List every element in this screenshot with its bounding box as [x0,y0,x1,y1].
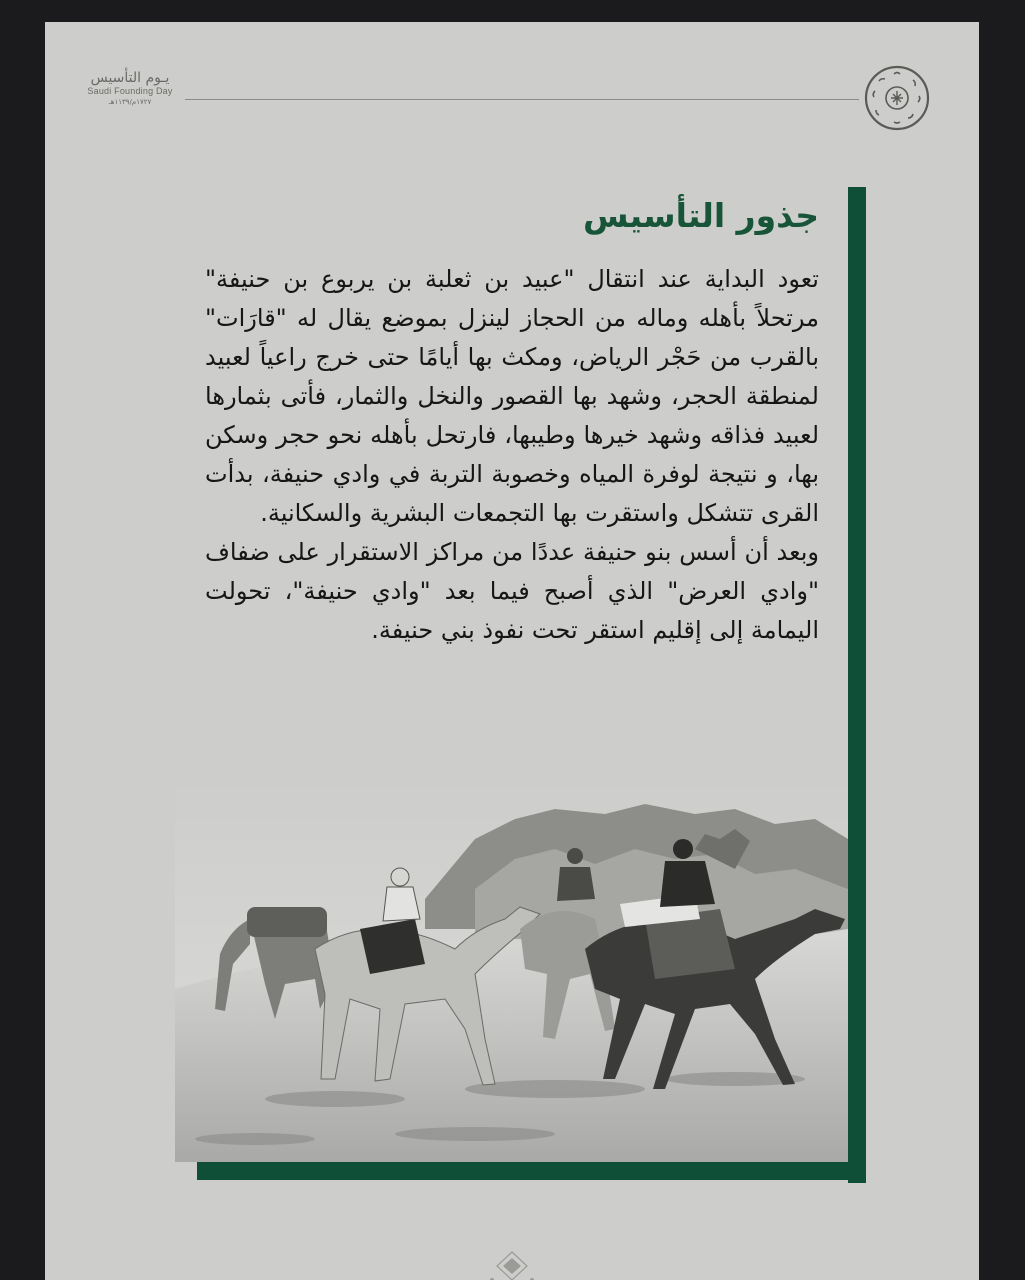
logo-english-text: Saudi Founding Day [87,86,173,96]
logo-years-text: ١٧٢٧م/١١٣٩هـ [108,98,152,106]
article-paragraph-1: تعود البداية عند انتقال "عبيد بن ثعلبة بن يربوع بن حنيفة" مرتحلاً بأهله وماله من الحجاز لينزل بموضع يقال له "قارَات" بالقرب من حَجْر الرياض، ومكث بها أيامًا حتى خرج راعياً لعبيد لمنطقة الحجر، وشهد بها القصور والنخل والثمار، فأتى بثمارها لعبيد فذاقه وشهد خيرها وطيبها، فارتحل بأهله نحو حجر وسكن بها، و نتيجة لوفرة المياه وخصوبة التربة في وادي حنيفة، بدأت القرى تتشكل واستقرت بها التجمعات البشرية والسكانية. [205,265,819,527]
logo-arabic-text: يـوم التأسيس [90,70,170,86]
page [45,22,979,1280]
camel-caravan-photo [175,779,848,1162]
article-title: جذور التأسيس [583,196,819,235]
founding-day-emblem-icon [863,64,931,132]
founding-day-logo [85,70,175,107]
green-frame-horizontal [197,1162,866,1180]
article-body [205,260,819,650]
article-paragraph-2: وبعد أن أسس بنو حنيفة عددًا من مراكز الاستقرار على ضفاف "وادي العرض" الذي أصبح فيما بعد "وادي حنيفة"، تحولت اليمامة إلى إقليم استقر تحت نفوذ بني حنيفة. [205,538,819,644]
green-frame-vertical [848,187,866,1183]
header-divider [185,99,859,100]
diamond-pattern-icon [467,1250,557,1280]
